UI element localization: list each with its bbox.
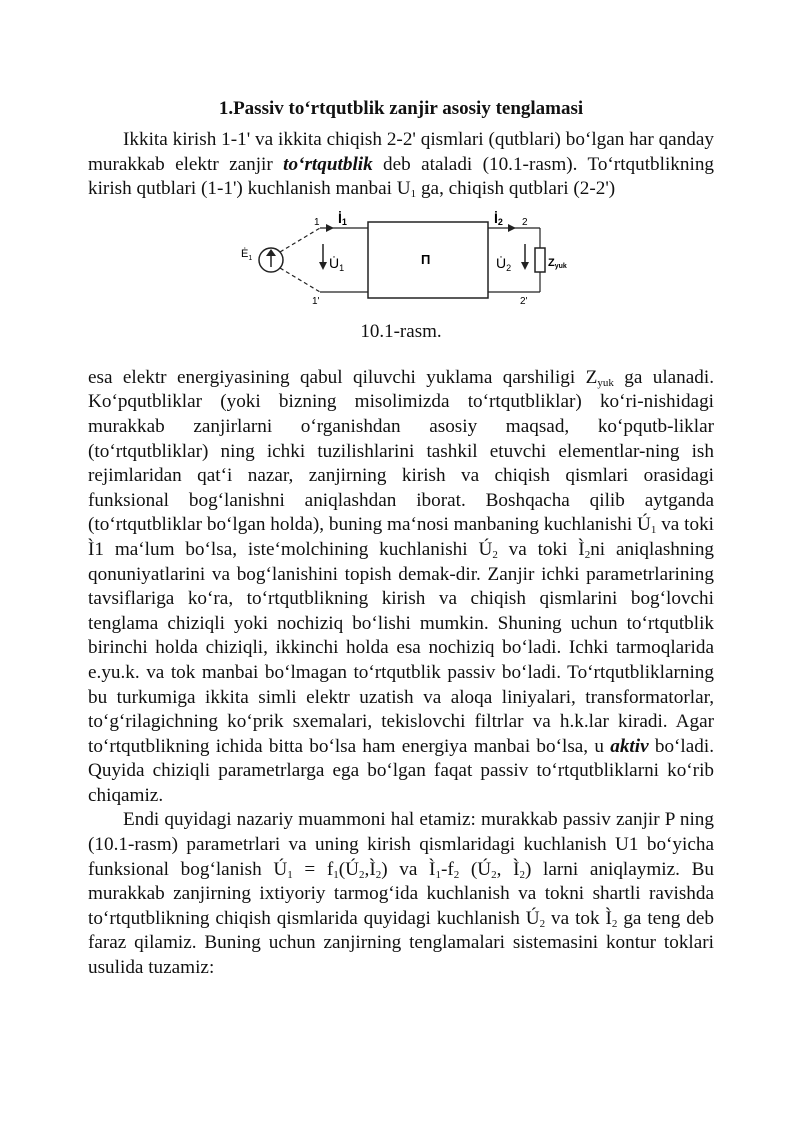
terminal-2: 2 — [522, 216, 528, 228]
subscript: 1 — [435, 868, 441, 881]
terminal-2-prime: 2' — [520, 295, 528, 307]
subscript: 2 — [611, 917, 618, 930]
term-emphasis: aktiv — [610, 735, 649, 757]
paragraph-2 — [88, 366, 714, 809]
text-run: deb ataladi (10.1-rasm). To‘rtqutblikning kirish qutblari (1-1') kuchlanish manbai U — [88, 153, 715, 200]
subscript: 2 — [491, 868, 497, 881]
text-run: bo‘ladi. Quyida chiziqli parametrlarga ega bo‘lgan faqat passiv to‘rtqutbliklarni ko‘rib chiqamiz. — [88, 735, 714, 806]
section-heading: 1.Passiv to‘rtqutblik zanjir asosiy tenglamasi — [218, 98, 584, 119]
text-run: esa elektr energiyasining qabul qiluvchi yuklama qarshiligi Z — [88, 366, 598, 388]
source-label: $Ė_1$ — [241, 247, 253, 262]
load-label: Zyuk — [548, 256, 567, 270]
text-run: ga ulanadi. Ko‘pqutbliklar (yoki bizning misolimizda to‘rtqutbliklar) ko‘ri-nishidagi murakkab zanjirlarni o‘rganishdan asosiy maqsad, ko‘pqutb-liklar (to‘rtqutbliklar) ning ichki tuzilishlarini tashkil etuvchi elementlar-ning ish rejimlaridan qat‘i nazar, zanjirning kirish va chiqish qismlari orasidagi funksional bog‘lanishni aniqlashdan iborat. Boshqacha qilib aytganda (to‘rtqutbliklar bo‘lgan holda), buning ma‘nosi manbaning kuchlanishi Ú — [88, 366, 714, 536]
text-run: ,Ì — [364, 858, 376, 880]
subscript: 1 — [650, 524, 657, 537]
text-run: va toki Ì1 ma‘lum bo‘lsa, iste‘molchining kuchlanishi Ú — [88, 514, 714, 560]
text-run: va tok Ì — [545, 907, 612, 929]
figure-caption: 10.1-rasm. — [360, 320, 442, 342]
current-i1-label: İ1 — [338, 209, 347, 227]
subscript: 1 — [410, 188, 417, 201]
box-label: П — [421, 251, 431, 267]
text-run: -f — [440, 858, 454, 880]
text-run: Ikkita kirish 1-1' va ikkita chiqish 2-2' qismlari (qutblari) bo‘lgan har qanday murakkab elektr zanjir — [88, 129, 714, 175]
text-run: , Ì — [496, 858, 520, 880]
text-run: Endi quyidagi nazariy muammoni hal etamiz: murakkab passiv zanjir P ning (10.1-rasm) parametrlari va uning kirish qismlaridagi kuchlanish U1 bo‘yicha funksional bog‘lanish Ú — [88, 809, 714, 880]
current-i2-label: İ2 — [494, 209, 503, 227]
load-resistor-symbol — [535, 248, 545, 272]
subscript: yuk — [597, 376, 614, 389]
subscript: 2 — [539, 917, 546, 930]
two-port-circuit-diagram — [228, 204, 567, 309]
subscript: 2 — [375, 868, 382, 881]
text-run: (Ú — [459, 858, 492, 880]
subscript: 1 — [333, 868, 339, 881]
voltage-u1-label: $U̇_1$ — [329, 254, 345, 273]
paragraph-3 — [88, 808, 714, 980]
text-run: va toki Ì — [497, 538, 585, 560]
subscript: 2 — [453, 868, 460, 881]
subscript: 2 — [584, 548, 591, 561]
subscript: 2 — [519, 868, 525, 881]
figure-10-1 — [88, 204, 714, 314]
subscript: 1 — [287, 868, 293, 881]
text-run: = f — [292, 858, 334, 880]
text-run: ) va Ì — [381, 858, 436, 880]
term-emphasis: to‘rtqutblik — [283, 153, 373, 175]
voltage-u2-label: $U̇_2$ — [496, 254, 512, 273]
document-page — [88, 96, 714, 981]
subscript: 2 — [359, 868, 365, 881]
terminal-1: 1 — [314, 216, 320, 228]
subscript: 2 — [492, 548, 498, 561]
terminal-1-prime: 1' — [312, 295, 320, 307]
text-run: (Ú — [338, 858, 360, 880]
text-run: ni aniqlashning qonuniyatlarini va bog‘lanishini topish demak-dir. Zanjir ichki parametrlarining tavsiflariga ko‘ra, to‘rtqutblikning kirish va chiqish qismlarini bog‘lovchi tenglama chiziqli yoki nochiziq bo‘lishi mumkin. Shuning uchun to‘rtqutblik birinchi holda chiziqli, ikkinchi holda esa nochiziq bo‘ladi. Ichki tarmoqlarida e.yu.k. va tok manbai bo‘lmagan to‘rtqutblik passiv bo‘ladi. To‘rtqutbliklarning bu turkumiga ikkita simli elektr uzatish va aloqa liniyalari, transformatorlar, to‘g‘rilagichning ko‘prik sxemalari, tekislovchi filtrlar va h.k.lar kiradi. Agar to‘rtqutblikning ichida bitta bo‘lsa ham energiya manbai bo‘lsa, u — [88, 538, 715, 757]
text-run: ga teng deb faraz qilamiz. Buning uchun zanjirning tenglamalari sistemasini kontur toklari usulida tuzamiz: — [88, 907, 714, 979]
text-run: ) larni aniqlaymiz. Bu murakkab zanjirning ixtiyoriy tarmog‘ida kuchlanish va tokni shartli ravishda to‘rtqutblikning chiqish qismlarida quyidagi kuchlanish Ú — [88, 858, 714, 929]
paragraph-1 — [88, 128, 714, 202]
text-run: ga, chiqish qutblari (2-2') — [416, 178, 616, 200]
